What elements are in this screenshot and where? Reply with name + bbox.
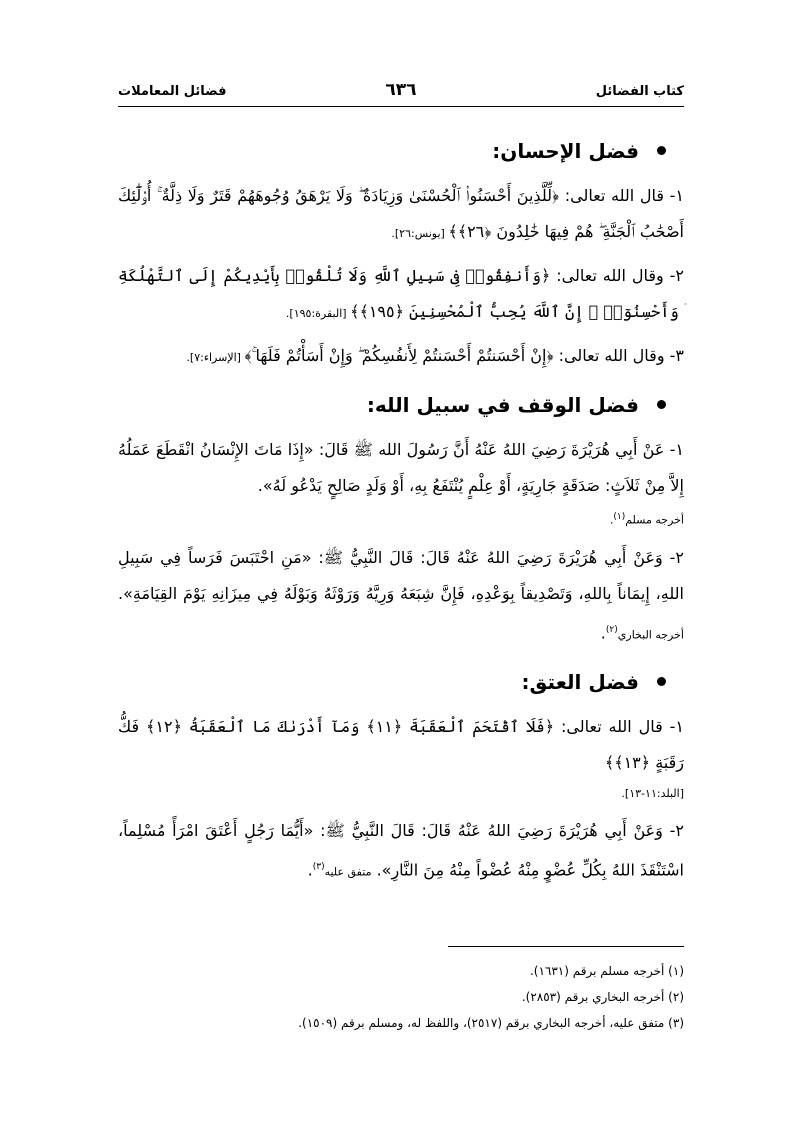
hadith-source: أخرجه البخاري — [617, 627, 684, 641]
footnotes — [118, 958, 684, 1036]
quran-verse: ﴿وَأَنفِقُوا۟ فِى سَبِيلِ ٱللَّهِ وَلَا تُلْقُوا۟ بِأَيْدِيكُمْ إِلَى ٱلتَّهْلُكَةِ ۛ وَأَحْسِنُوٓا۟ ۛ إِنَّ ٱللَّهَ يُحِبُّ ٱلْمُحْسِنِينَ ﴿١٩٥﴾﴾ — [118, 266, 684, 321]
footnote-marker[interactable]: (١) — [613, 512, 626, 522]
verse-item: ١- قال الله تعالى: ﴿فَلَا ٱقْتَحَمَ ٱلْعَقَبَةَ ﴿١١﴾ وَمَآ أَدْرَىٰكَ مَا ٱلْعَقَبَةُ ﴿١٢﴾ فَكُّ رَقَبَةٍ ﴿١٣﴾﴾ — [118, 716, 684, 772]
quran-verse: ﴿لِّلَّذِينَ أَحْسَنُوا۟ ٱلْحُسْنَىٰ وَزِيَادَةٌ ۖ وَلَا يَرْهَقُ وُجُوهَهُمْ قَتَرٌ وَلَا ذِلَّةٌ ۚ أُو۟لَٰٓئِكَ أَصْحَٰبُ ٱلْجَنَّةِ ۖ هُمْ فِيهَا خَٰلِدُونَ ﴿٢٦﴾﴾ — [118, 186, 684, 241]
section-heading: فضل الإحسان: — [118, 134, 684, 168]
footnote: (١) أخرجه مسلم برقم (١٦٣١). — [529, 964, 684, 978]
verse-reference: [الإسراء:٧]. — [186, 351, 245, 364]
hadith-item: ١- عَنْ أَبِي هُرَيْرَةَ رَضِيَ اللهُ عَنْهُ أَنَّ رَسُولَ الله ﷺ قَالَ: «إِذَا مَاتَ الإِنْسَانُ انْقَطَعَ عَمَلُهُ إِلاَّ مِنْ ثَلاَثٍ: صَدَقَةٍ جَارِيَةٍ، أَوْ عِلْمٍ يُنْتَفَعُ بِهِ، أَوْ وَلَدٍ صَالِحٍ يَدْعُو لَهُ». — [118, 440, 684, 495]
footnote-marker[interactable]: (٣) — [312, 861, 325, 872]
section-heading: فضل الوقف في سبيل الله: — [118, 388, 684, 422]
page-body — [118, 122, 684, 896]
chapter-title: فضائل المعاملات — [118, 84, 227, 99]
section-waqf — [118, 388, 684, 653]
hadith-item: ٢- وَعَنْ أَبِي هُرَيْرَةَ رَضِيَ اللهُ عَنْهُ قَالَ: قَالَ النَّبِيُّ ﷺ: «أَيُّمَا رَجُلٍ أَعْتَقَ امْرَأً مُسْلِماً، اسْتَنْقَذَ اللهُ بِكُلِّ عُضْوٍ مِنْهُ عُضْواً مِنْهُ مِنَ النَّارِ». متفق عليه$^{(٣)}$. — [118, 820, 684, 880]
verse-item: ٢- وقال الله تعالى: ﴿وَأَنفِقُوا۟ فِى سَبِيلِ ٱللَّهِ وَلَا تُلْقُوا۟ بِأَيْدِيكُمْ إِلَى ٱلتَّهْلُكَةِ ۛ وَأَحْسِنُوٓا۟ ۛ إِنَّ ٱللَّهَ يُحِبُّ ٱلْمُحْسِنِينَ ﴿١٩٥﴾﴾ [البقرة:١٩٥]. — [118, 266, 685, 321]
verse-reference: [البقرة:١٩٥]. — [285, 307, 351, 320]
bullet-icon — [657, 146, 666, 155]
header-divider — [118, 106, 684, 107]
section-ihsan — [118, 134, 684, 376]
quran-verse: ﴿فَلَا ٱقْتَحَمَ ٱلْعَقَبَةَ ﴿١١﴾ وَمَآ أَدْرَىٰكَ مَا ٱلْعَقَبَةُ ﴿١٢﴾ فَكُّ رَقَبَةٍ ﴿١٣﴾﴾ — [118, 716, 684, 772]
page-number: ٦٣٦ — [385, 80, 417, 100]
verse-item: ٣- وقال الله تعالى: ﴿إِنْ أَحْسَنتُمْ أَحْسَنتُمْ لِأَنفُسِكُمْ ۖ وَإِنْ أَسَأْتُمْ فَلَهَا ۚ﴾ [الإسراء:٧]. — [186, 346, 684, 365]
footnote: (٣) متفق عليه، أخرجه البخاري برقم (٢٥١٧)، واللفظ له، ومسلم برقم (١٥٠٩). — [298, 1016, 684, 1030]
bullet-icon — [657, 677, 666, 686]
quran-verse: ﴿إِنْ أَحْسَنتُمْ أَحْسَنتُمْ لِأَنفُسِكُمْ ۖ وَإِنْ أَسَأْتُمْ فَلَهَا ۚ﴾ — [244, 346, 554, 365]
bullet-icon — [657, 400, 666, 409]
page-header — [118, 80, 684, 104]
footnote-divider — [448, 946, 684, 947]
book-title: كتاب الفضائل — [595, 84, 684, 99]
hadith-source: متفق عليه — [324, 865, 372, 879]
hadith-item: ٢- وَعَنْ أَبِي هُرَيْرَةَ رَضِيَ اللهُ عَنْهُ قَالَ: قَالَ النَّبِيُّ ﷺ: «مَنِ احْتَبَسَ فَرَساً فِي سَبِيلِ اللهِ، إِيمَاناً بِاللهِ، وَتَصْدِيقاً بِوَعْدِهِ، فَإِنَّ شِبَعَهُ وَرِيَّهُ وَرَوْثَهُ وَبَوْلَهُ فِي مِيزَانِهِ يَوْمَ القِيَامَةِ». أخرجه البخاري$^{(٢)}$. — [118, 547, 684, 642]
hadith-source: أخرجه مسلم$^{(١)}$. — [609, 512, 684, 527]
verse-reference: [البلد:١١-١٣]. — [621, 786, 684, 800]
footnote: (٢) أخرجه البخاري برقم (٢٨٥٣). — [521, 990, 684, 1004]
verse-reference: [يونس:٢٦]. — [391, 227, 449, 240]
section-heading: فضل العتق: — [118, 665, 684, 699]
verse-item: ١- قال الله تعالى: ﴿لِّلَّذِينَ أَحْسَنُوا۟ ٱلْحُسْنَىٰ وَزِيَادَةٌ ۖ وَلَا يَرْهَقُ وُجُوهَهُمْ قَتَرٌ وَلَا ذِلَّةٌ ۚ أُو۟لَٰٓئِكَ أَصْحَٰبُ ٱلْجَنَّةِ ۖ هُمْ فِيهَا خَٰلِدُونَ ﴿٢٦﴾﴾ [يونس:٢٦]. — [118, 186, 684, 241]
section-itq — [118, 665, 684, 890]
footnote-marker[interactable]: (٢) — [605, 624, 618, 635]
